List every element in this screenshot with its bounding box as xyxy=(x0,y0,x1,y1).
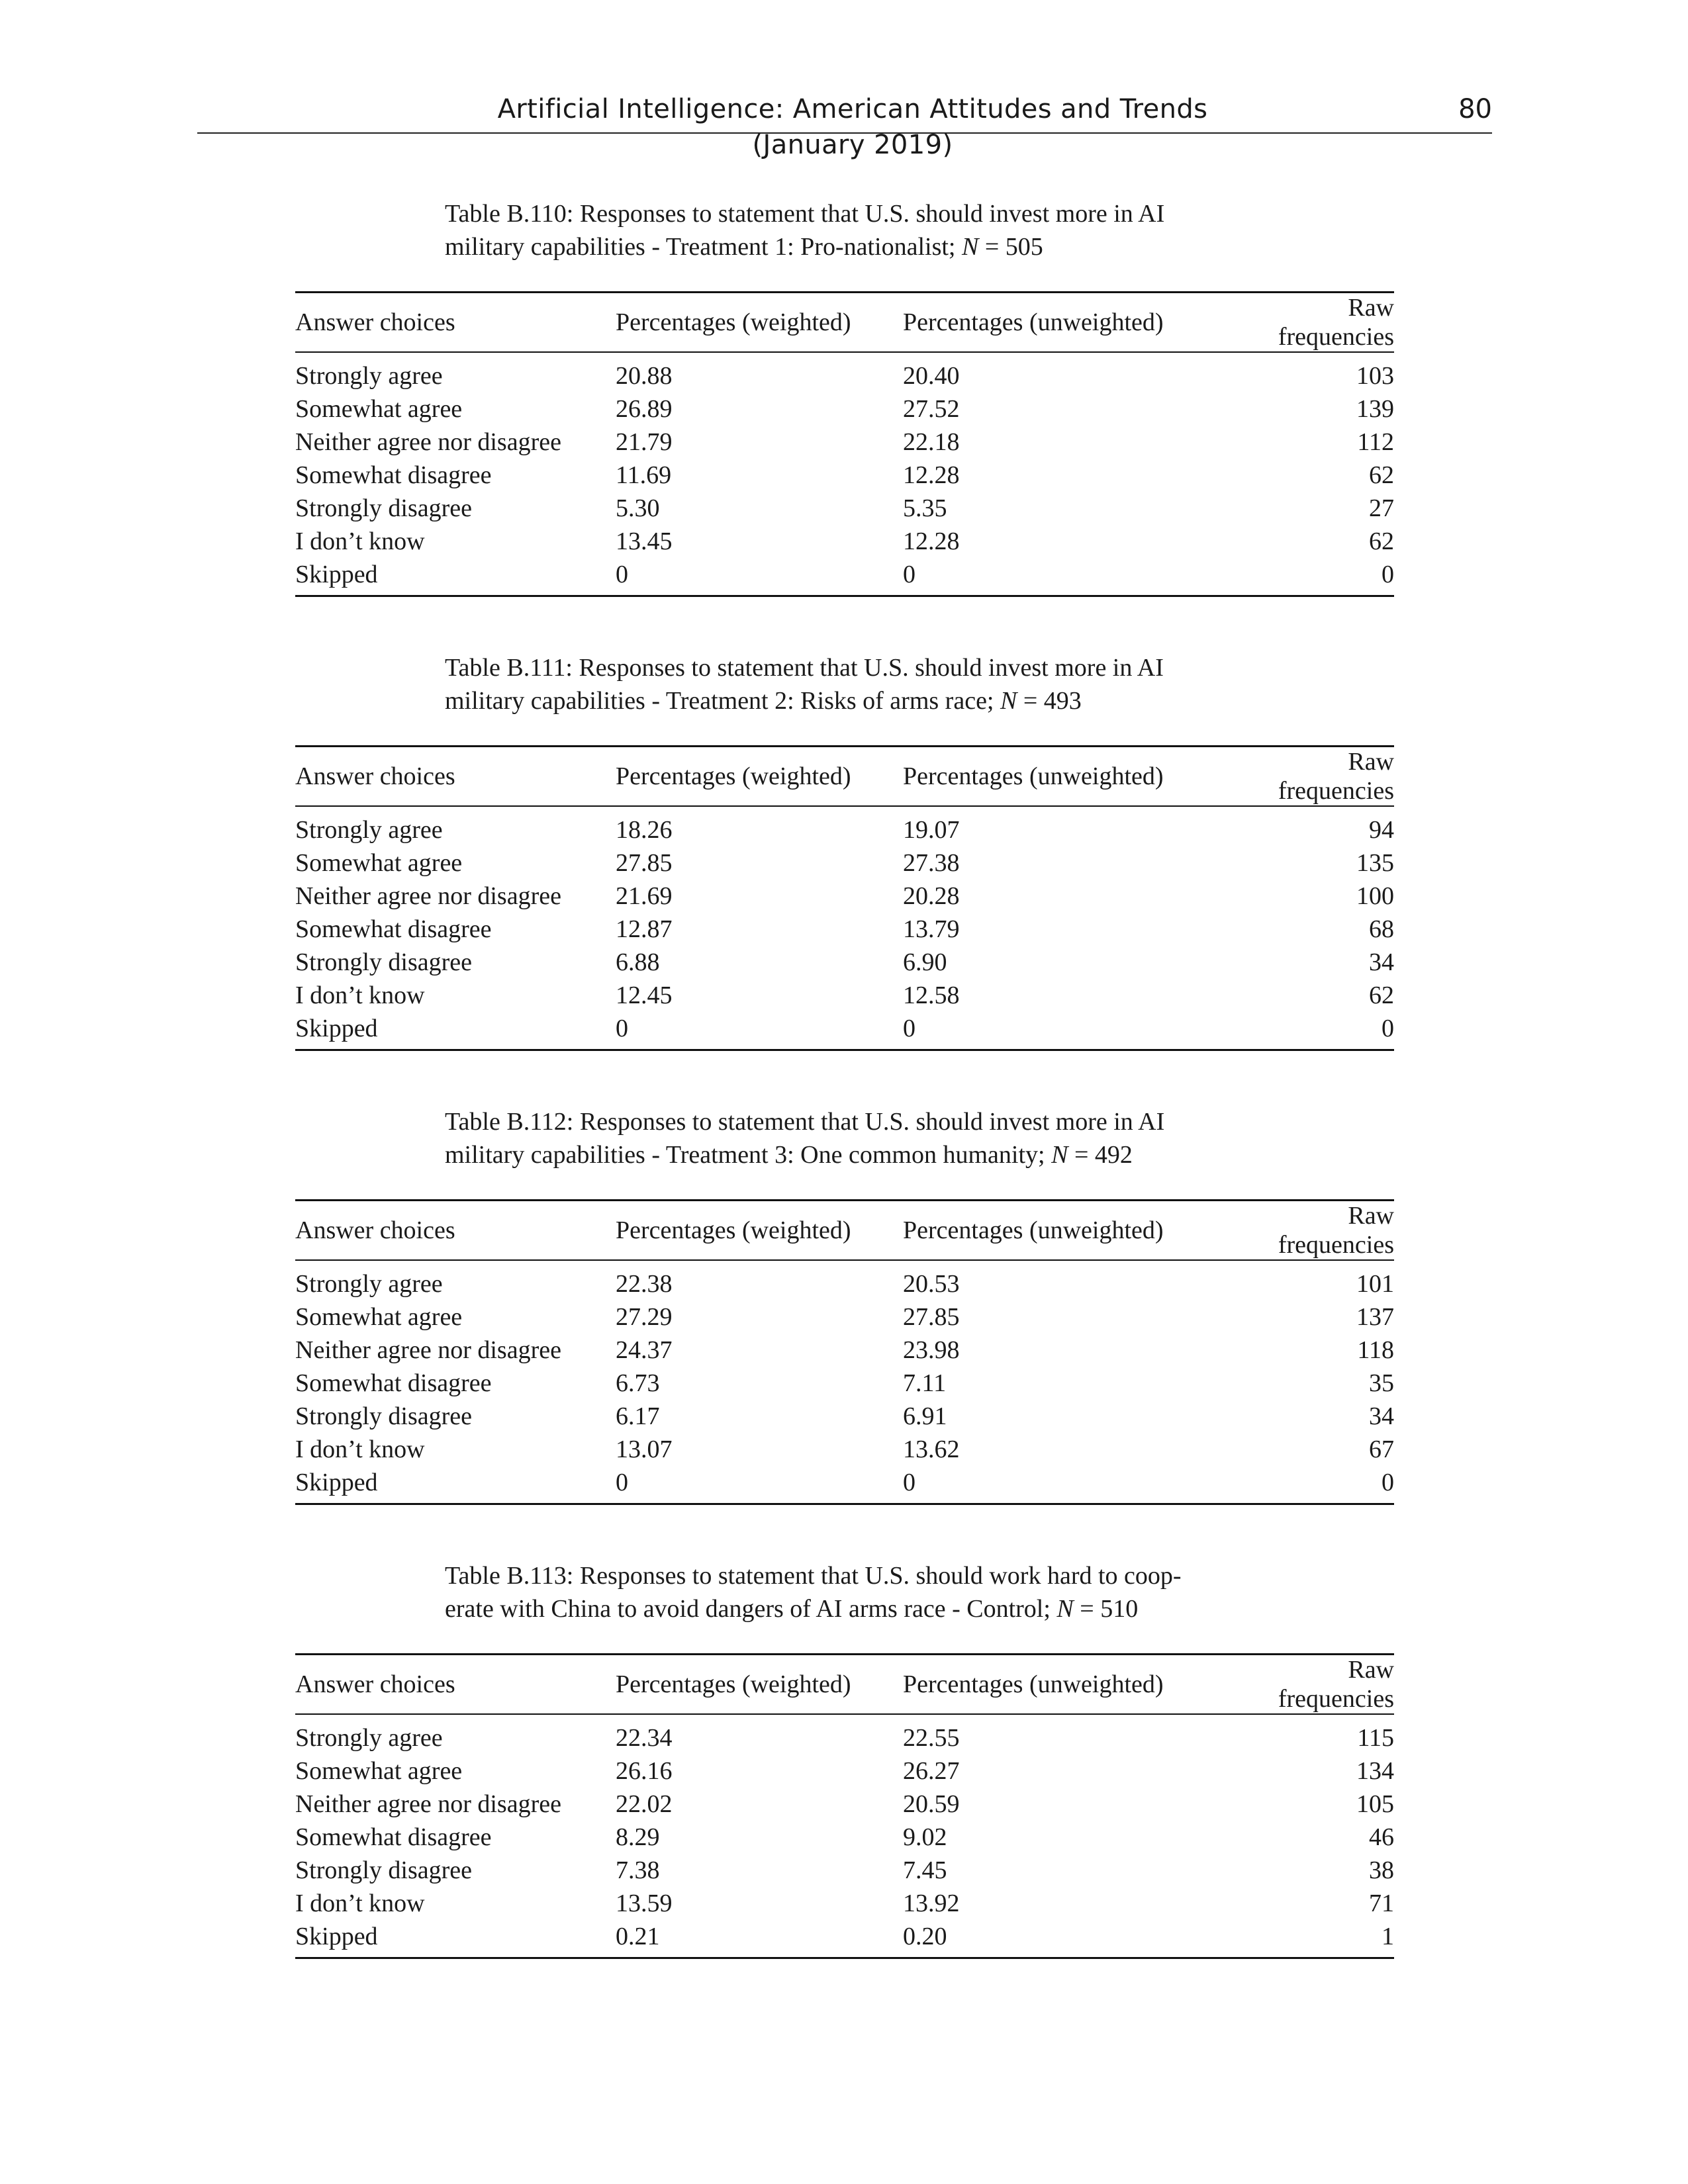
table-caption xyxy=(445,197,1226,263)
caption-line-2: military capabilities - Treatment 2: Risks of arms race; xyxy=(445,687,994,715)
column-header: Raw frequencies xyxy=(1278,294,1394,351)
answer-choice-cell: Somewhat agree xyxy=(295,395,463,423)
value-cell: 7.11 xyxy=(903,1369,947,1397)
value-cell: 27.85 xyxy=(616,849,673,877)
value-cell: 34 xyxy=(1369,948,1394,976)
value-cell: 13.45 xyxy=(616,527,673,555)
document-title: Artificial Intelligence: American Attitudes and Trends (January 2019) xyxy=(497,94,1208,160)
answer-choice-cell: Somewhat agree xyxy=(295,1757,463,1785)
column-header: Raw frequencies xyxy=(1278,1656,1394,1713)
column-header: Percentages (weighted) xyxy=(616,762,851,790)
value-cell: 101 xyxy=(1356,1270,1394,1298)
table-row xyxy=(295,459,1394,492)
answer-choice-cell: Strongly disagree xyxy=(295,494,473,522)
column-header: Answer choices xyxy=(295,1670,455,1698)
answer-choice-cell: Somewhat disagree xyxy=(295,461,492,489)
value-cell: 0 xyxy=(616,1015,628,1042)
table-row xyxy=(295,1920,1394,1958)
value-cell: 18.26 xyxy=(616,816,673,844)
value-cell: 19.07 xyxy=(903,816,960,844)
column-header: Raw frequencies xyxy=(1278,748,1394,805)
caption-line-1: Responses to statement that U.S. should work hard to coop- xyxy=(579,1562,1182,1590)
value-cell: 0.21 xyxy=(616,1923,660,1950)
answer-choice-cell: Somewhat disagree xyxy=(295,915,492,943)
value-cell: 27.38 xyxy=(903,849,960,877)
table-row xyxy=(295,426,1394,459)
answer-choice-cell: Strongly disagree xyxy=(295,1856,473,1884)
column-header: Percentages (unweighted) xyxy=(903,762,1164,790)
value-cell: 11.69 xyxy=(616,461,672,489)
value-cell: 13.92 xyxy=(903,1889,960,1917)
answer-choice-cell: Strongly disagree xyxy=(295,1402,473,1430)
answer-choice-cell: Strongly agree xyxy=(295,362,443,390)
value-cell: 6.88 xyxy=(616,948,660,976)
value-cell: 5.30 xyxy=(616,494,660,522)
value-cell: 22.02 xyxy=(616,1790,673,1818)
value-cell: 12.28 xyxy=(903,527,960,555)
column-header: Percentages (unweighted) xyxy=(903,308,1164,336)
table-row xyxy=(295,1887,1394,1920)
value-cell: 0 xyxy=(616,561,628,588)
value-cell: 13.07 xyxy=(616,1435,673,1463)
table-row xyxy=(295,1466,1394,1504)
value-cell: 94 xyxy=(1369,816,1394,844)
answer-choice-cell: Strongly agree xyxy=(295,816,443,844)
value-cell: 20.59 xyxy=(903,1790,960,1818)
table-row xyxy=(295,1788,1394,1821)
value-cell: 62 xyxy=(1369,461,1394,489)
table-row xyxy=(295,352,1394,392)
value-cell: 112 xyxy=(1357,428,1394,456)
table-row xyxy=(295,913,1394,946)
value-cell: 27.85 xyxy=(903,1303,960,1331)
answer-choice-cell: I don’t know xyxy=(295,527,425,555)
response-table xyxy=(295,291,1394,597)
table-row xyxy=(295,806,1394,846)
table-row xyxy=(295,492,1394,525)
value-cell: 6.90 xyxy=(903,948,947,976)
value-cell: 22.34 xyxy=(616,1724,673,1752)
value-cell: 5.35 xyxy=(903,494,947,522)
answer-choice-cell: Strongly agree xyxy=(295,1270,443,1298)
value-cell: 13.62 xyxy=(903,1435,960,1463)
value-cell: 68 xyxy=(1369,915,1394,943)
n-value: = 510 xyxy=(1073,1595,1139,1623)
value-cell: 12.87 xyxy=(616,915,673,943)
response-table xyxy=(295,1199,1394,1505)
value-cell: 35 xyxy=(1369,1369,1394,1397)
response-table xyxy=(295,1653,1394,1959)
answer-choice-cell: Skipped xyxy=(295,1015,378,1042)
answer-choice-cell: Neither agree nor disagree xyxy=(295,1336,561,1364)
column-header: Percentages (weighted) xyxy=(616,308,851,336)
table-label: Table B.111: xyxy=(445,654,573,682)
value-cell: 26.27 xyxy=(903,1757,960,1785)
value-cell: 27.29 xyxy=(616,1303,673,1331)
value-cell: 23.98 xyxy=(903,1336,960,1364)
value-cell: 20.40 xyxy=(903,362,960,390)
value-cell: 46 xyxy=(1369,1823,1394,1851)
table-row xyxy=(295,1854,1394,1887)
table-row xyxy=(295,392,1394,426)
value-cell: 0 xyxy=(1382,1015,1394,1042)
table-row xyxy=(295,880,1394,913)
table-header-row xyxy=(295,747,1394,807)
caption-line-1: Responses to statement that U.S. should invest more in AI xyxy=(579,200,1165,228)
table-caption xyxy=(445,1559,1226,1625)
value-cell: 26.16 xyxy=(616,1757,673,1785)
table-label: Table B.113: xyxy=(445,1562,574,1590)
value-cell: 0.20 xyxy=(903,1923,947,1950)
table-row xyxy=(295,846,1394,880)
answer-choice-cell: Strongly disagree xyxy=(295,948,473,976)
value-cell: 0 xyxy=(1382,1469,1394,1496)
value-cell: 105 xyxy=(1356,1790,1394,1818)
value-cell: 22.18 xyxy=(903,428,960,456)
table-row xyxy=(295,558,1394,596)
answer-choice-cell: Somewhat agree xyxy=(295,849,463,877)
answer-choice-cell: Strongly agree xyxy=(295,1724,443,1752)
caption-line-1: Responses to statement that U.S. should invest more in AI xyxy=(579,1108,1165,1136)
table-header-row xyxy=(295,1655,1394,1715)
n-symbol: N xyxy=(962,233,979,261)
table-row xyxy=(295,1334,1394,1367)
value-cell: 137 xyxy=(1356,1303,1394,1331)
value-cell: 21.69 xyxy=(616,882,673,910)
value-cell: 26.89 xyxy=(616,395,673,423)
value-cell: 22.38 xyxy=(616,1270,673,1298)
value-cell: 139 xyxy=(1356,395,1394,423)
value-cell: 62 xyxy=(1369,527,1394,555)
value-cell: 9.02 xyxy=(903,1823,947,1851)
value-cell: 115 xyxy=(1357,1724,1394,1752)
value-cell: 0 xyxy=(1382,561,1394,588)
table-row xyxy=(295,1821,1394,1854)
column-header: Percentages (unweighted) xyxy=(903,1670,1164,1698)
value-cell: 34 xyxy=(1369,1402,1394,1430)
column-header: Answer choices xyxy=(295,1216,455,1244)
table-caption xyxy=(445,1105,1226,1171)
value-cell: 100 xyxy=(1356,882,1394,910)
value-cell: 20.53 xyxy=(903,1270,960,1298)
column-header: Percentages (unweighted) xyxy=(903,1216,1164,1244)
table-row xyxy=(295,1260,1394,1300)
value-cell: 134 xyxy=(1356,1757,1394,1785)
table-caption xyxy=(445,651,1226,717)
answer-choice-cell: Neither agree nor disagree xyxy=(295,428,561,456)
column-header: Percentages (weighted) xyxy=(616,1670,851,1698)
value-cell: 71 xyxy=(1369,1889,1394,1917)
table-row xyxy=(295,1754,1394,1788)
value-cell: 27 xyxy=(1369,494,1394,522)
n-value: = 505 xyxy=(978,233,1043,261)
answer-choice-cell: Neither agree nor disagree xyxy=(295,882,561,910)
value-cell: 0 xyxy=(616,1469,628,1496)
answer-choice-cell: Skipped xyxy=(295,561,378,588)
answer-choice-cell: Neither agree nor disagree xyxy=(295,1790,561,1818)
answer-choice-cell: I don’t know xyxy=(295,1889,425,1917)
value-cell: 20.28 xyxy=(903,882,960,910)
answer-choice-cell: Skipped xyxy=(295,1923,378,1950)
value-cell: 6.73 xyxy=(616,1369,660,1397)
table-header-row xyxy=(295,1201,1394,1261)
caption-line-2: military capabilities - Treatment 1: Pro-nationalist; xyxy=(445,233,956,261)
table-row xyxy=(295,1400,1394,1433)
value-cell: 12.28 xyxy=(903,461,960,489)
table-row xyxy=(295,1012,1394,1050)
value-cell: 13.59 xyxy=(616,1889,673,1917)
table-row xyxy=(295,1714,1394,1754)
n-symbol: N xyxy=(1000,687,1017,715)
value-cell: 12.45 xyxy=(616,981,673,1009)
value-cell: 103 xyxy=(1356,362,1394,390)
table-row xyxy=(295,946,1394,979)
answer-choice-cell: Somewhat agree xyxy=(295,1303,463,1331)
value-cell: 0 xyxy=(903,1469,915,1496)
column-header: Answer choices xyxy=(295,762,455,790)
table-row xyxy=(295,979,1394,1012)
answer-choice-cell: Somewhat disagree xyxy=(295,1369,492,1397)
table-row xyxy=(295,1433,1394,1466)
table-row xyxy=(295,1300,1394,1334)
value-cell: 6.91 xyxy=(903,1402,947,1430)
value-cell: 135 xyxy=(1356,849,1394,877)
value-cell: 7.38 xyxy=(616,1856,660,1884)
value-cell: 20.88 xyxy=(616,362,673,390)
value-cell: 24.37 xyxy=(616,1336,673,1364)
n-symbol: N xyxy=(1051,1141,1068,1169)
value-cell: 8.29 xyxy=(616,1823,660,1851)
answer-choice-cell: I don’t know xyxy=(295,1435,425,1463)
caption-line-2: erate with China to avoid dangers of AI arms race - Control; xyxy=(445,1595,1051,1623)
value-cell: 118 xyxy=(1357,1336,1394,1364)
column-header: Raw frequencies xyxy=(1278,1202,1394,1259)
value-cell: 7.45 xyxy=(903,1856,947,1884)
answer-choice-cell: Somewhat disagree xyxy=(295,1823,492,1851)
table-row xyxy=(295,1367,1394,1400)
value-cell: 12.58 xyxy=(903,981,960,1009)
value-cell: 62 xyxy=(1369,981,1394,1009)
value-cell: 27.52 xyxy=(903,395,960,423)
value-cell: 6.17 xyxy=(616,1402,660,1430)
value-cell: 13.79 xyxy=(903,915,960,943)
response-table xyxy=(295,745,1394,1051)
value-cell: 22.55 xyxy=(903,1724,960,1752)
value-cell: 21.79 xyxy=(616,428,673,456)
running-header xyxy=(197,91,1492,160)
n-value: = 492 xyxy=(1068,1141,1133,1169)
answer-choice-cell: Skipped xyxy=(295,1469,378,1496)
table-label: Table B.112: xyxy=(445,1108,574,1136)
value-cell: 1 xyxy=(1382,1923,1394,1950)
caption-line-2: military capabilities - Treatment 3: One common humanity; xyxy=(445,1141,1045,1169)
caption-line-1: Responses to statement that U.S. should invest more in AI xyxy=(579,654,1164,682)
value-cell: 0 xyxy=(903,561,915,588)
value-cell: 0 xyxy=(903,1015,915,1042)
column-header: Percentages (weighted) xyxy=(616,1216,851,1244)
page-number: 80 xyxy=(1458,94,1492,124)
column-header: Answer choices xyxy=(295,308,455,336)
value-cell: 38 xyxy=(1369,1856,1394,1884)
n-symbol: N xyxy=(1056,1595,1074,1623)
table-label: Table B.110: xyxy=(445,200,574,228)
answer-choice-cell: I don’t know xyxy=(295,981,425,1009)
table-header-row xyxy=(295,293,1394,353)
n-value: = 493 xyxy=(1017,687,1082,715)
value-cell: 67 xyxy=(1369,1435,1394,1463)
table-row xyxy=(295,525,1394,558)
